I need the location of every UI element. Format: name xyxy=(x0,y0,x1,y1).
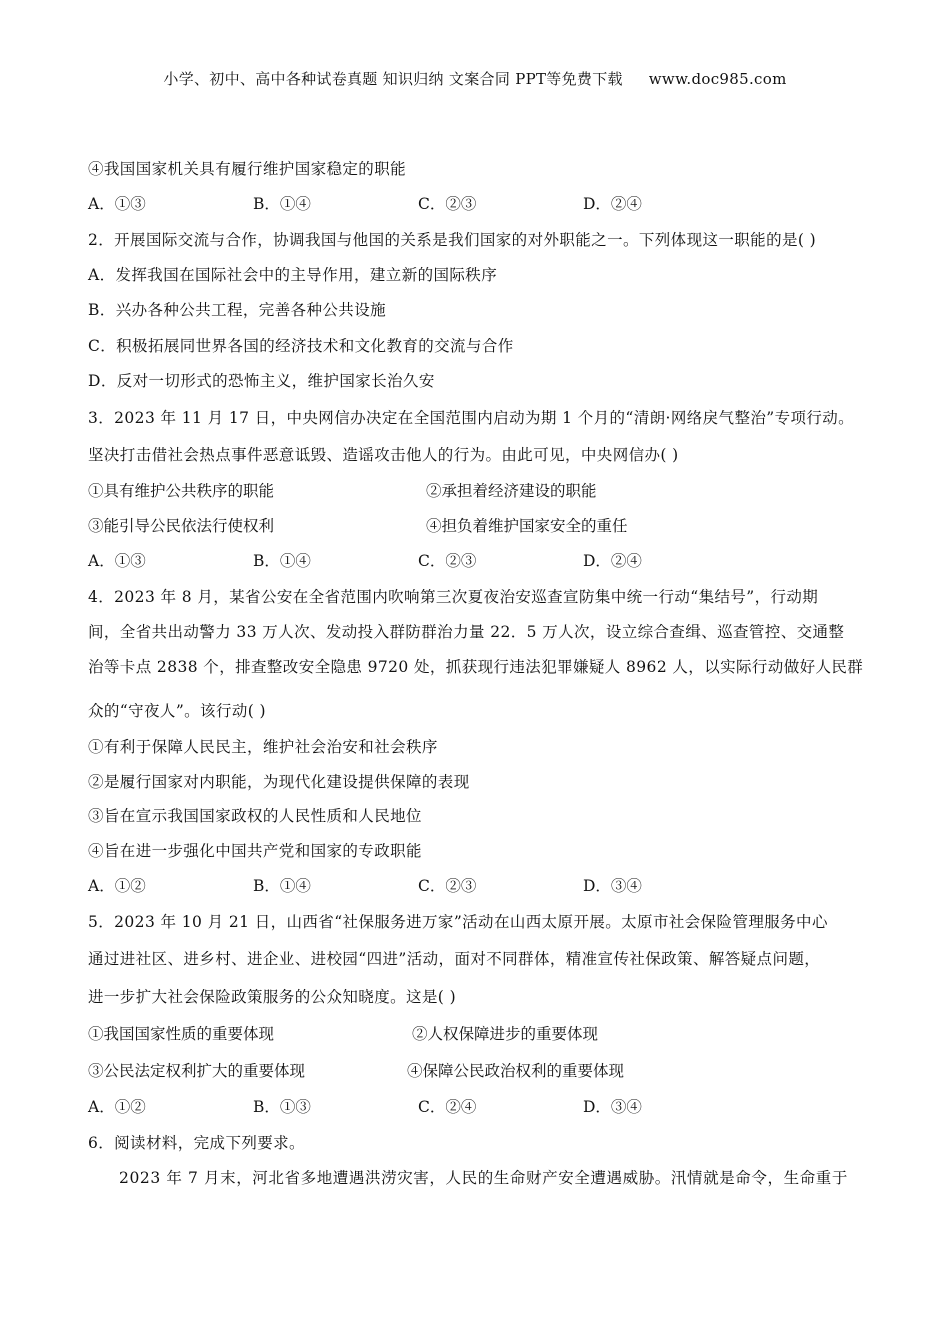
q4-item-4: ④旨在进一步强化中国共产党和国家的专政职能 xyxy=(88,842,422,860)
q5-item-1: ①我国国家性质的重要体现 xyxy=(88,1025,275,1043)
q2-stem: 2．开展国际交流与合作，协调我国与他国的关系是我们国家的对外职能之一。下列体现这一职能的是( ) xyxy=(88,231,817,249)
q4-option-d: D．③④ xyxy=(583,877,642,895)
q6-material-line-1: 2023 年 7 月末，河北省多地遭遇洪涝灾害，人民的生命财产安全遭遇威胁。汛情就是命令，生命重于 xyxy=(119,1169,848,1187)
q4-item-2: ②是履行国家对内职能，为现代化建设提供保障的表现 xyxy=(88,773,470,791)
page-header xyxy=(0,68,950,89)
q2-option-b: B．兴办各种公共工程，完善各种公共设施 xyxy=(88,301,386,319)
q4-stem-line-1: 4．2023 年 8 月，某省公安在全省范围内吹响第三次夏夜治安巡查宣防集中统一行动“集结号”，行动期 xyxy=(88,588,819,606)
q5-item-4: ④保障公民政治权利的重要体现 xyxy=(407,1062,625,1080)
q1-option-d: D．②④ xyxy=(583,195,642,213)
q3-stem-line-1: 3．2023 年 11 月 17 日，中央网信办决定在全国范围内启动为期 1 个月的“清朗·网络戾气整治”专项行动。 xyxy=(88,409,855,427)
q6-stem: 6．阅读材料，完成下列要求。 xyxy=(88,1134,305,1152)
q4-option-b: B．①④ xyxy=(253,877,311,895)
q5-stem-line-3: 进一步扩大社会保险政策服务的公众知晓度。这是( ) xyxy=(88,988,457,1006)
q3-stem-line-2: 坚决打击借社会热点事件恶意诋毁、造谣攻击他人的行为。由此可见，中央网信办( ) xyxy=(88,446,679,464)
q3-option-c: C．②③ xyxy=(418,552,477,570)
q2-option-d: D．反对一切形式的恐怖主义，维护国家长治久安 xyxy=(88,372,435,390)
q5-option-a: A．①② xyxy=(88,1098,146,1116)
q5-option-d: D．③④ xyxy=(583,1098,642,1116)
q3-item-3: ③能引导公民依法行使权利 xyxy=(88,517,275,535)
q2-option-a: A．发挥我国在国际社会中的主导作用，建立新的国际秩序 xyxy=(88,266,498,284)
q4-option-c: C．②③ xyxy=(418,877,477,895)
q3-item-1: ①具有维护公共秩序的职能 xyxy=(88,482,275,500)
q1-option-a: A．①③ xyxy=(88,195,146,213)
q4-stem-line-3: 治等卡点 2838 个，排查整改安全隐患 9720 处，抓获现行违法犯罪嫌疑人 8962 人，以实际行动做好人民群 xyxy=(88,658,864,676)
q1-option-b: B．①④ xyxy=(253,195,311,213)
q5-stem-line-2: 通过进社区、进乡村、进企业、进校园“四进”活动，面对不同群体，精准宣传社保政策、解答疑点问题， xyxy=(88,950,821,968)
q4-item-1: ①有利于保障人民民主，维护社会治安和社会秩序 xyxy=(88,738,438,756)
q4-option-a: A．①② xyxy=(88,877,146,895)
q1-option-c: C．②③ xyxy=(418,195,477,213)
header-site[interactable]: www.doc985.com xyxy=(648,70,787,88)
header-text: 小学、初中、高中各种试卷真题 知识归纳 文案合同 PPT等免费下载 xyxy=(163,70,623,88)
q3-option-d: D．②④ xyxy=(583,552,642,570)
q3-item-2: ②承担着经济建设的职能 xyxy=(426,482,597,500)
q3-option-a: A．①③ xyxy=(88,552,146,570)
q3-item-4: ④担负着维护国家安全的重任 xyxy=(426,517,628,535)
q4-stem-line-4: 众的“守夜人”。该行动( ) xyxy=(88,702,266,720)
q4-item-3: ③旨在宣示我国国家政权的人民性质和人民地位 xyxy=(88,807,422,825)
q3-option-b: B．①④ xyxy=(253,552,311,570)
q5-option-b: B．①③ xyxy=(253,1098,311,1116)
q2-option-c: C．积极拓展同世界各国的经济技术和文化教育的交流与合作 xyxy=(88,337,514,355)
q5-option-c: C．②④ xyxy=(418,1098,477,1116)
q5-stem-line-1: 5．2023 年 10 月 21 日，山西省“社保服务进万家”活动在山西太原开展。太原市社会保险管理服务中心 xyxy=(88,913,828,931)
q1-item-4: ④我国国家机关具有履行维护国家稳定的职能 xyxy=(88,160,407,178)
q5-item-2: ②人权保障进步的重要体现 xyxy=(412,1025,599,1043)
q4-stem-line-2: 间，全省共出动警力 33 万人次、发动投入群防群治力量 22．5 万人次，设立综合查缉、巡查管控、交通整 xyxy=(88,623,845,641)
q5-item-3: ③公民法定权利扩大的重要体现 xyxy=(88,1062,306,1080)
